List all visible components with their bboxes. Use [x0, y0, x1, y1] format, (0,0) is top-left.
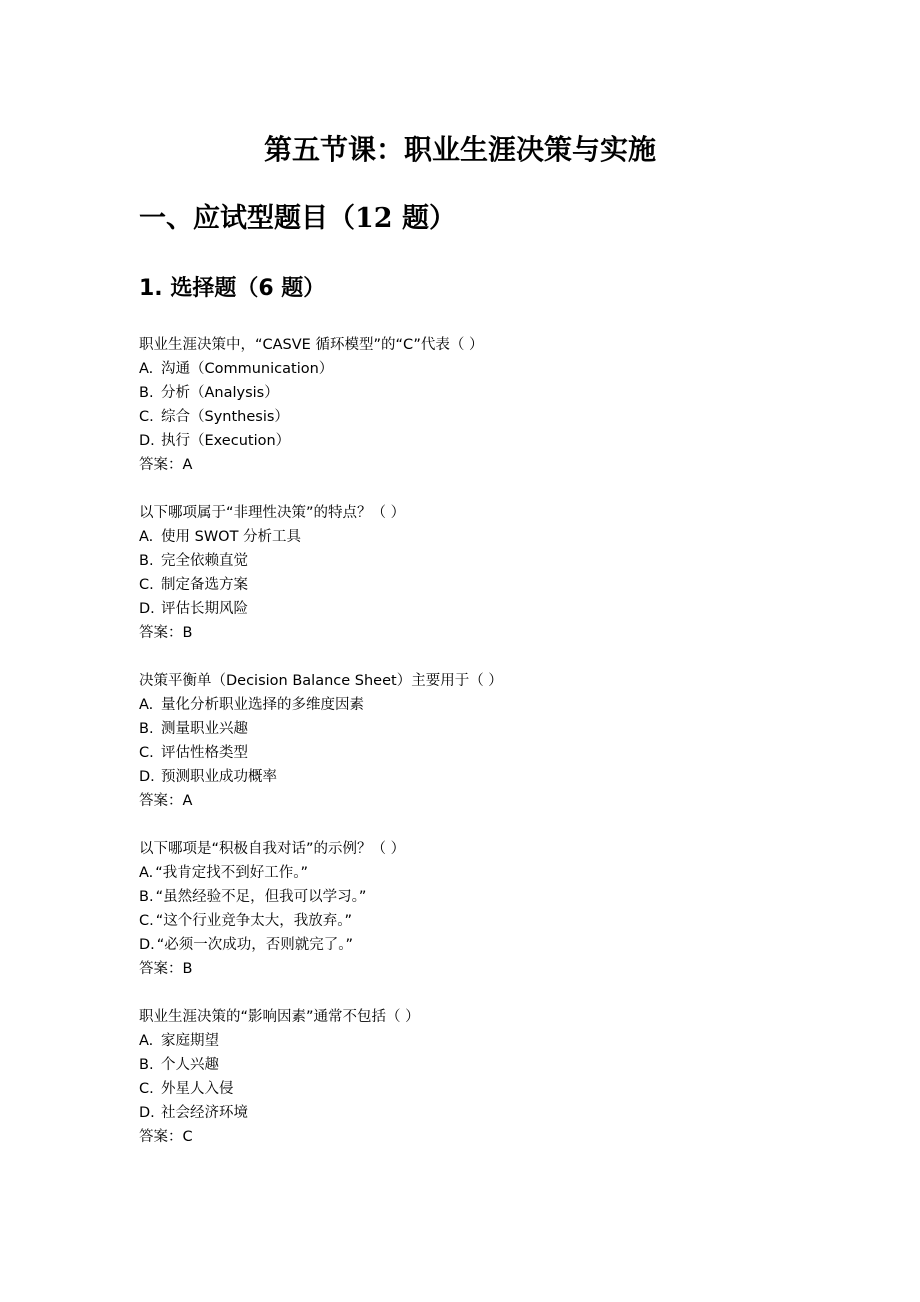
question-block	[139, 501, 839, 645]
option-letter: C.	[139, 745, 154, 761]
option-text: 外星人入侵	[161, 1081, 234, 1097]
option-letter: B.	[139, 553, 154, 569]
option-text: “必须一次成功，否则就完了。”	[156, 937, 354, 953]
answer-option	[139, 933, 839, 957]
answer-option	[139, 717, 839, 741]
answer-option	[139, 1101, 839, 1125]
option-letter: B.	[139, 1057, 154, 1073]
option-text: “这个行业竞争太大，我放弃。”	[155, 913, 353, 929]
question-block	[139, 333, 839, 477]
answer-key: 答案：B	[139, 625, 193, 641]
answer-option	[139, 1053, 839, 1077]
option-text: 沟通（Communication）	[161, 361, 334, 377]
option-text: 社会经济环境	[161, 1105, 248, 1121]
option-text: “我肯定找不到好工作。”	[155, 865, 309, 881]
option-text: 制定备选方案	[161, 577, 248, 593]
option-text: 执行（Execution）	[161, 433, 291, 449]
answer-option	[139, 429, 839, 453]
question-block	[139, 1005, 839, 1149]
question-stem: 以下哪项属于“非理性决策”的特点？（ ）	[139, 505, 406, 521]
answer-option	[139, 405, 839, 429]
option-letter: D.	[139, 601, 155, 617]
answer-option	[139, 885, 839, 909]
option-letter: A.	[139, 697, 154, 713]
option-letter: C.	[139, 1081, 154, 1097]
answer-option	[139, 741, 839, 765]
option-text: 使用 SWOT 分析工具	[161, 529, 302, 545]
question-stem: 决策平衡单（Decision Balance Sheet）主要用于（ ）	[139, 673, 503, 689]
option-letter: D.	[139, 433, 155, 449]
option-text: “虽然经验不足，但我可以学习。”	[155, 889, 367, 905]
answer-option	[139, 1029, 839, 1053]
option-letter: B.	[139, 889, 154, 905]
question-stem: 以下哪项是“积极自我对话”的示例？（ ）	[139, 841, 406, 857]
question-stem: 职业生涯决策中，“CASVE 循环模型”的“C”代表（ ）	[139, 337, 484, 353]
section-heading: 一、应试型题目（12 题）	[139, 203, 456, 234]
subsection-heading: 1. 选择题（6 题）	[139, 276, 326, 301]
option-letter: C.	[139, 409, 154, 425]
option-text: 分析（Analysis）	[161, 385, 279, 401]
option-text: 家庭期望	[161, 1033, 219, 1049]
answer-option	[139, 549, 839, 573]
document-title: 第五节课：职业生涯决策与实施	[263, 133, 656, 166]
option-letter: C.	[139, 577, 154, 593]
answer-key: 答案：A	[139, 793, 193, 809]
question-block	[139, 669, 839, 813]
question-list	[139, 333, 839, 1173]
answer-key: 答案：B	[139, 961, 193, 977]
option-text: 完全依赖直觉	[161, 553, 248, 569]
option-letter: B.	[139, 721, 154, 737]
answer-option	[139, 693, 839, 717]
answer-key: 答案：A	[139, 457, 193, 473]
question-block	[139, 837, 839, 981]
answer-option	[139, 861, 839, 885]
answer-option	[139, 357, 839, 381]
option-letter: A.	[139, 529, 154, 545]
option-text: 量化分析职业选择的多维度因素	[161, 697, 364, 713]
answer-option	[139, 909, 839, 933]
option-letter: B.	[139, 385, 154, 401]
option-letter: A.	[139, 361, 154, 377]
option-text: 评估性格类型	[161, 745, 248, 761]
answer-option	[139, 597, 839, 621]
option-letter: D.	[139, 769, 155, 785]
option-letter: A.	[139, 1033, 154, 1049]
answer-key: 答案：C	[139, 1129, 193, 1145]
option-text: 预测职业成功概率	[161, 769, 277, 785]
option-text: 评估长期风险	[161, 601, 248, 617]
option-letter: A.	[139, 865, 154, 881]
question-stem: 职业生涯决策的“影响因素”通常不包括（ ）	[139, 1009, 420, 1025]
option-text: 综合（Synthesis）	[161, 409, 289, 425]
option-letter: C.	[139, 913, 154, 929]
option-text: 测量职业兴趣	[161, 721, 248, 737]
answer-option	[139, 1077, 839, 1101]
answer-option	[139, 765, 839, 789]
option-text: 个人兴趣	[161, 1057, 219, 1073]
option-letter: D.	[139, 937, 155, 953]
option-letter: D.	[139, 1105, 155, 1121]
answer-option	[139, 573, 839, 597]
answer-option	[139, 525, 839, 549]
answer-option	[139, 381, 839, 405]
